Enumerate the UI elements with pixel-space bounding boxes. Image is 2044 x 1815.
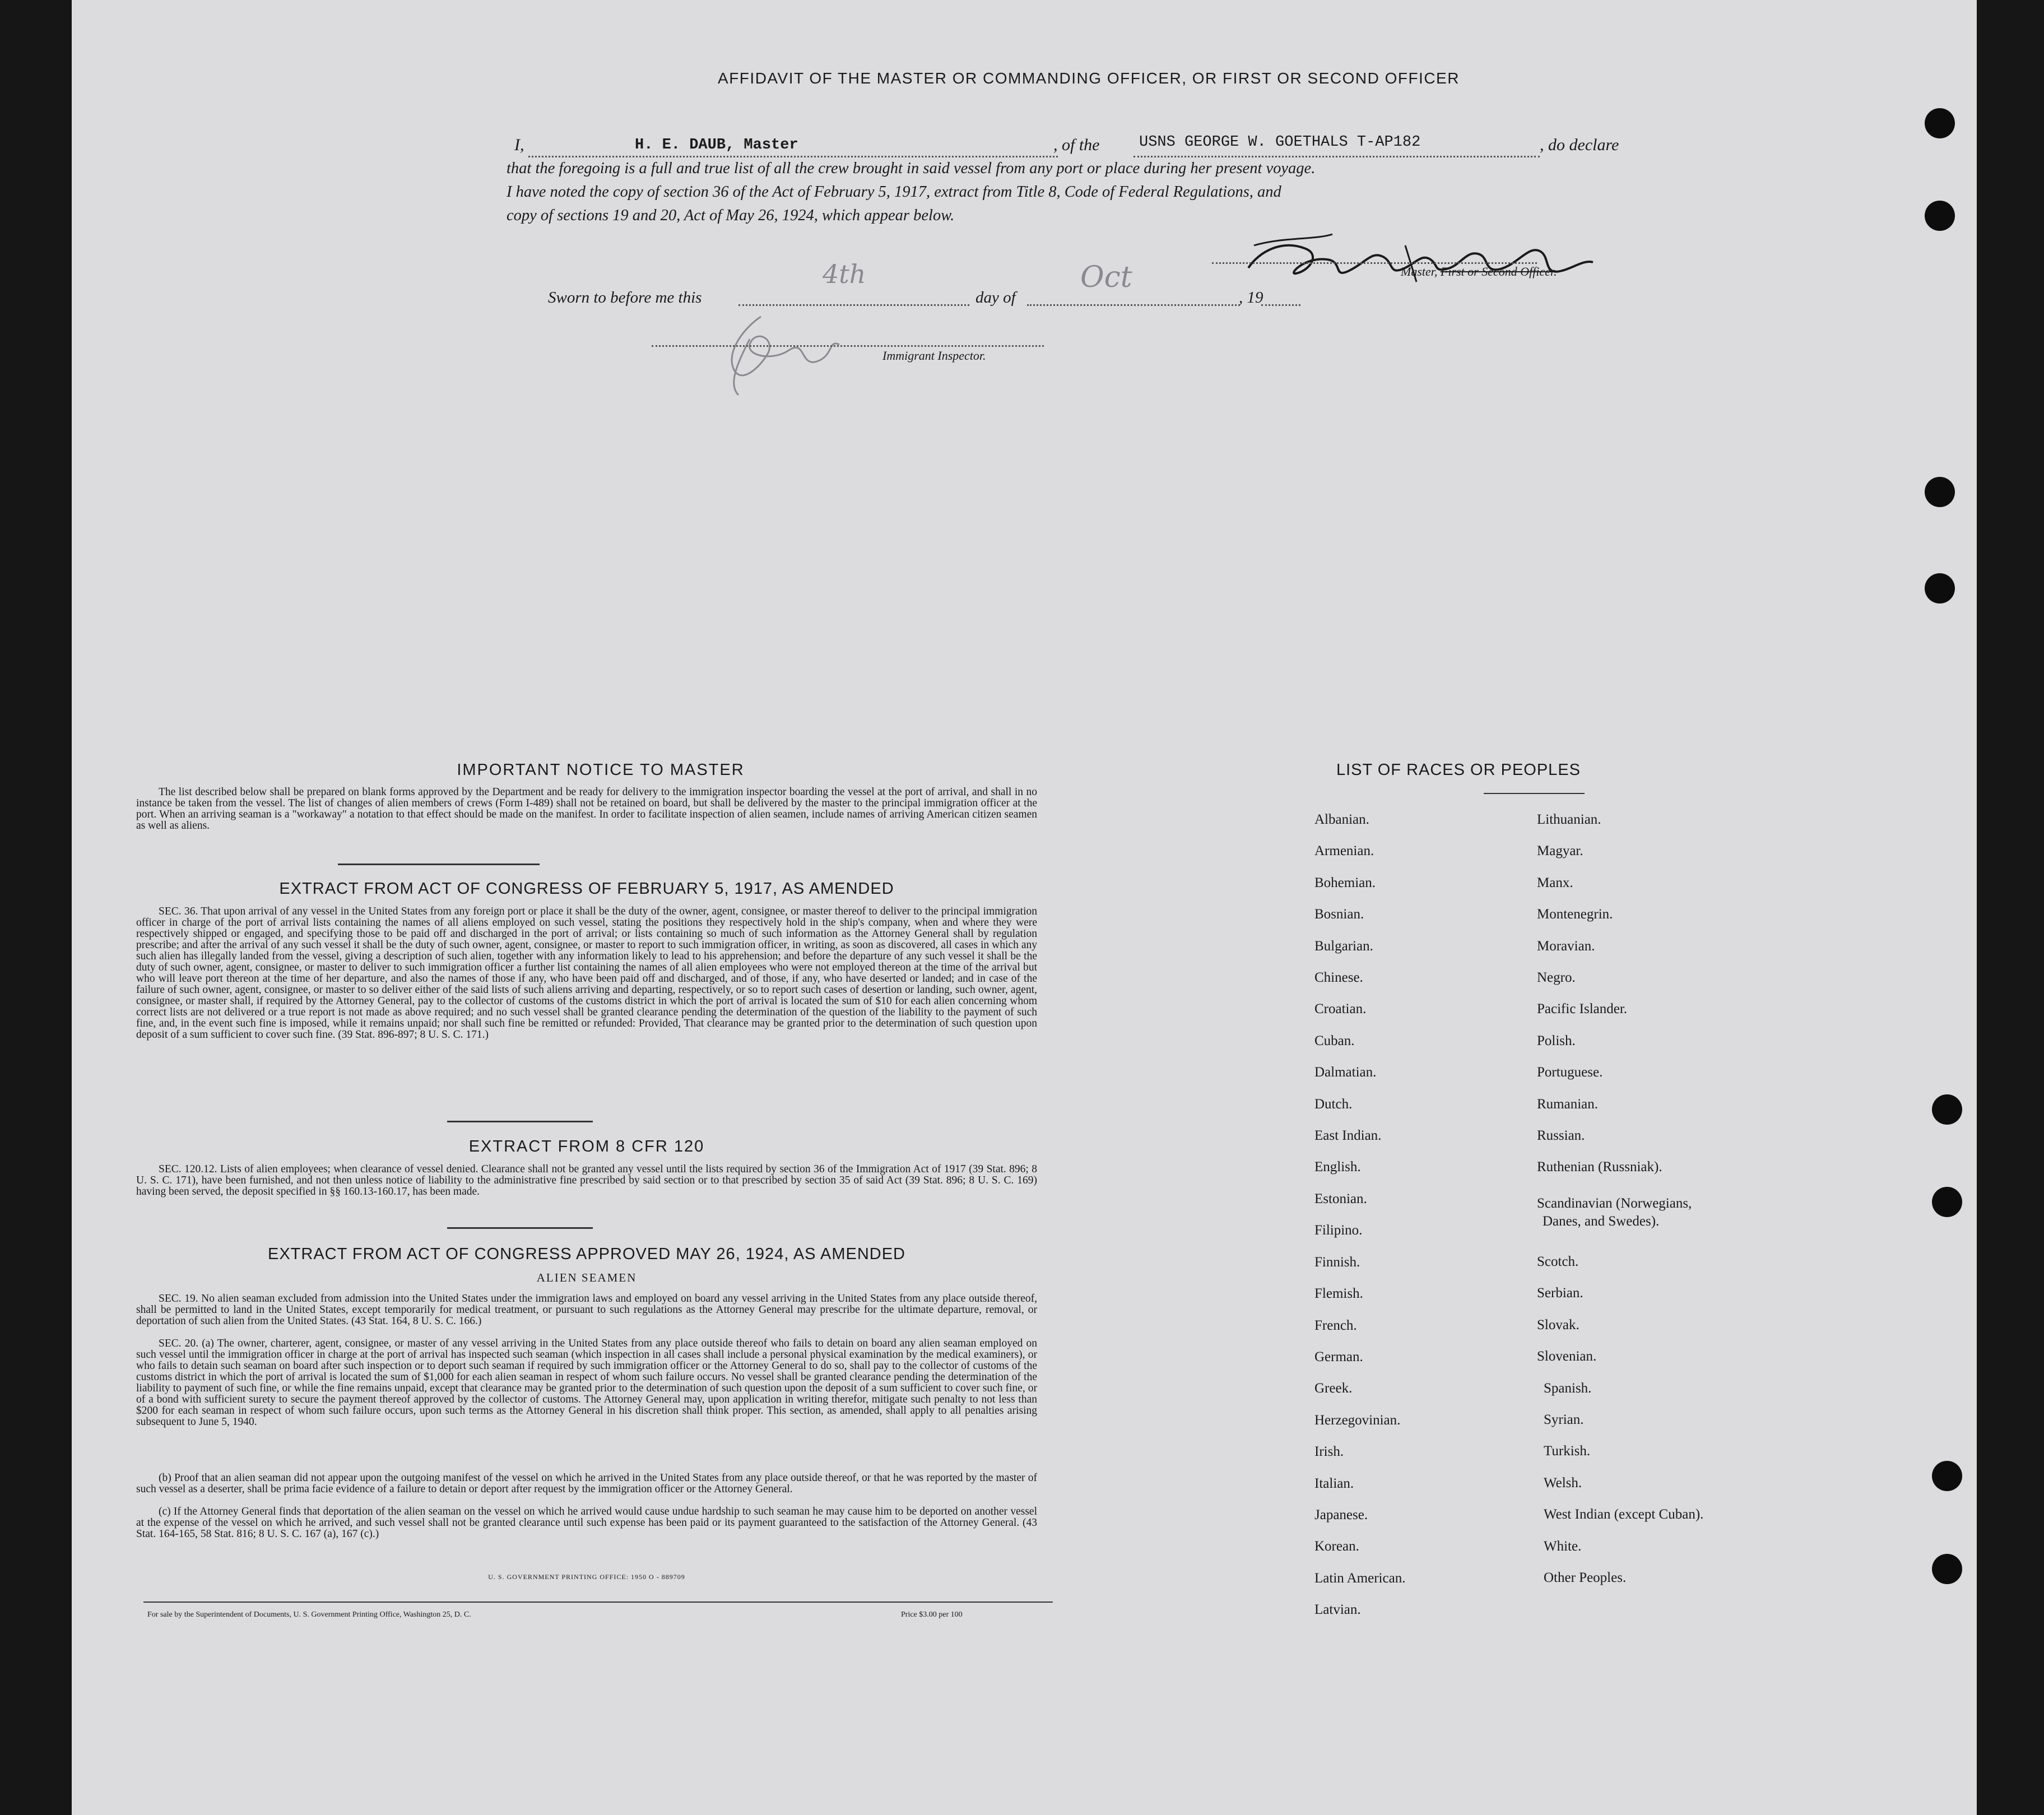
- binder-hole: [1932, 1461, 1962, 1491]
- master-name-line: [528, 156, 1058, 157]
- race-item: German.: [1314, 1349, 1363, 1364]
- race-item: Slovak.: [1537, 1317, 1580, 1333]
- race-item: Manx.: [1537, 875, 1573, 890]
- race-item: Chinese.: [1314, 970, 1363, 986]
- race-item: Negro.: [1537, 970, 1576, 986]
- race-item: Danes, and Swedes).: [1543, 1213, 1660, 1229]
- race-item: Croatian.: [1314, 1001, 1367, 1017]
- sworn-label: Sworn to before me this: [548, 289, 702, 307]
- race-item: French.: [1314, 1317, 1357, 1333]
- master-signature: [1237, 229, 1596, 290]
- race-item: Dutch.: [1314, 1096, 1353, 1112]
- race-item: Bulgarian.: [1314, 938, 1373, 954]
- race-item: Scandinavian (Norwegians,: [1537, 1195, 1692, 1211]
- extract-1917-title: EXTRACT FROM ACT OF CONGRESS OF FEBRUARY 5, 1917, AS AMENDED: [279, 880, 894, 898]
- race-item: Cuban.: [1314, 1033, 1355, 1048]
- section-divider: [338, 864, 540, 865]
- binder-hole: [1925, 573, 1955, 604]
- extract-cfr-body: SEC. 120.12. Lists of alien employees; when clearance of vessel denied. Clearance shall not be granted any vessel until the lists required by section 36 of the Immigration Act of 1917 (39 Stat. 896; 8 U. S. C. 171), have been furnished, and not then unless notice of liability to the administrative fine prescribed by said section or to that prescribed by section 35 of said Act (39 Stat. 896; 8 U. S. C. 169) having been served, the deposit specified in §§ 160.13-160.17, has been made.: [136, 1163, 1037, 1197]
- race-item: Other Peoples.: [1544, 1570, 1627, 1585]
- race-item: Bosnian.: [1314, 907, 1364, 922]
- extract-1924-title: EXTRACT FROM ACT OF CONGRESS APPROVED MAY 26, 1924, AS AMENDED: [268, 1245, 905, 1263]
- extract-1924-subtitle: ALIEN SEAMEN: [536, 1271, 637, 1284]
- race-item: Greek.: [1314, 1381, 1353, 1396]
- race-item: Bohemian.: [1314, 875, 1376, 890]
- race-item: Armenian.: [1314, 843, 1374, 859]
- document-page: [72, 0, 1977, 1815]
- race-item: Irish.: [1314, 1444, 1344, 1460]
- extract-1924-sec20a: SEC. 20. (a) The owner, charterer, agent, consignee, or master of any vessel arriving in the United States from any place outside thereof who fails to detain on board any alien seaman employed on such vessel until the immigration officer in charge at the port of arrival has inspected such seaman (which inspection in all cases shall include a personal physical examination by the medical examiners), or who fails to detain such seaman on board after such inspection or to deport such seaman if required by such immigration officer or the Attorney General to do so, shall pay to the collector of customs of the customs district in which the port of arrival is located the sum of $1,000 for each alien seaman in respect of whom such failure occurs. No vessel shall be granted clearance pending the determination of the liability to payment of such fine, or while the fine remains unpaid, except that clearance may be granted prior to the determination of such question upon the deposit of a sum sufficient to cover such fine, or of a bond with sufficient surety to secure the payment thereof approved by the collector of customs. The Attorney General may, upon application in writing therefor, mitigate such penalty to not less than $200 for each seaman in respect of whom such failure occurs, upon such terms as the Attorney General in his discretion shall think proper. This section, as amended, shall apply to all penalties arising subsequent to June 5, 1940.: [136, 1338, 1037, 1428]
- sworn-month-value: Oct: [1080, 261, 1132, 294]
- race-item: English.: [1314, 1159, 1361, 1175]
- of-the-label: , of the: [1053, 136, 1100, 154]
- binder-hole: [1932, 1094, 1962, 1125]
- master-name-value: H. E. DAUB, Master: [635, 137, 798, 154]
- sworn-month-line: [1027, 304, 1240, 306]
- race-item: Lithuanian.: [1537, 812, 1601, 827]
- signature-line: [1212, 262, 1537, 264]
- race-item: Dalmatian.: [1314, 1065, 1377, 1080]
- races-left-list: [1314, 804, 1405, 1626]
- printing-office-note: U. S. GOVERNMENT PRINTING OFFICE: 1950 O - 889709: [488, 1573, 685, 1581]
- extract-1917-body: SEC. 36. That upon arrival of any vessel in the United States from any foreign port or place it shall be the duty of the owner, agent, consignee, or master thereof to deliver to the principal immigration officer in charge of the port of arrival lists containing the names of all aliens employed on such vessel, stating the positions they respectively hold in the ship's company, when and where they were respectively shipped or engaged, and specifying those to be paid off and discharged in the port of arrival; or lists containing so much of such information as the Attorney General shall by regulation prescribe; and after the arrival of any such vessel it shall be the duty of such owner, agent, consignee, or master to report to such immigration officer, in writing, as soon as discovered, all cases in which any such alien has illegally landed from the vessel, giving a description of such alien, together with any information likely to lead to his apprehension; and before the departure of any such vessel it shall be the duty of such owner, agent, consignee, or master to deliver to such immigration officer a further list containing the names of all alien employees who were not employed thereon at the time of the arrival but who will leave port thereon at the time of her departure, and also the names of those if any, who have been paid off and discharged, and of those, if any, who have deserted or landed; and in case of the failure of such owner, agent, consignee, or master to so deliver either of the said lists of such aliens arriving and departing, respectively, or so to report such cases of desertion or landing, such owner, agent, consignee, or master shall, if required by the Attorney General, pay to the collector of customs of the customs district in which the port of arrival is located the sum of $10 for each alien concerning whom correct lists are not delivered or a true report is not made as above required; and no such vessel shall be granted clearance pending the determination of the question of the liability to the payment of such fine, and, in the event such fine is imposed, while it remains unpaid; nor shall such fine be remitted or refunded: Provided, That clearance may be granted prior to the determination of such question upon deposit of a sum sufficient to cover such fine. (39 Stat. 896-897; 8 U. S. C. 171.): [136, 906, 1037, 1041]
- race-item: Japanese.: [1314, 1507, 1368, 1522]
- section-divider: [447, 1227, 593, 1229]
- race-item: Italian.: [1314, 1475, 1354, 1491]
- inspector-line: [652, 345, 1044, 347]
- binder-hole: [1925, 201, 1955, 231]
- binder-hole: [1932, 1554, 1962, 1584]
- race-item: Pacific Islander.: [1537, 1001, 1628, 1017]
- race-item: Herzegovinian.: [1314, 1412, 1401, 1428]
- vessel-name-line: [1134, 156, 1540, 157]
- race-item: Serbian.: [1537, 1285, 1583, 1301]
- extract-1924-sec20c: (c) If the Attorney General finds that deportation of the alien seaman on the vessel on which he arrived would cause undue hardship to such seaman he may cause him to be deported on another vessel at the expense of the vessel on which he arrived, and such vessel shall not be granted clearance until such expense has been paid or its payment guaranteed to the satisfaction of the Attorney General. (43 Stat. 164-165, 58 Stat. 816; 8 U. S. C. 167 (a), 167 (c).): [136, 1506, 1037, 1540]
- sworn-year-line: [1261, 304, 1300, 306]
- race-item: Syrian.: [1544, 1412, 1584, 1427]
- race-item: Latin American.: [1314, 1570, 1406, 1586]
- race-item: Latvian.: [1314, 1602, 1361, 1618]
- binder-hole: [1932, 1187, 1962, 1217]
- inspector-signature: [694, 305, 862, 401]
- race-item: Finnish.: [1314, 1254, 1360, 1270]
- race-item: Welsh.: [1544, 1475, 1582, 1491]
- for-sale-note: For sale by the Superintendent of Documents, U. S. Government Printing Office, Washington 25, D. C.: [147, 1610, 471, 1619]
- race-item: Slovenian.: [1537, 1349, 1597, 1364]
- race-item: Portuguese.: [1537, 1065, 1603, 1080]
- declaration-intro: I,: [514, 136, 524, 154]
- affidavit-title: AFFIDAVIT OF THE MASTER OR COMMANDING OFFICER, OR FIRST OR SECOND OFFICER: [718, 69, 1460, 87]
- sworn-year-label: , 19: [1239, 289, 1263, 307]
- extract-cfr-title: EXTRACT FROM 8 CFR 120: [468, 1138, 705, 1155]
- races-title-rule: [1484, 793, 1585, 794]
- notice-body: The list described below shall be prepared on blank forms approved by the Department and be ready for delivery to the immigration inspector boarding the vessel at the port of arrival, and shall in no instance be taken from the vessel. The list of changes of alien members of crews (Form I-489) shall not be retained on board, but shall be delivered by the master to the principal immigration officer at the port. When an arriving seaman is a "workaway" a notation to that effect should be made on the manifest. In order to facilitate inspection of alien seamen, include names of arriving American citizen seamen as well as aliens.: [136, 786, 1037, 832]
- price-note: Price $3.00 per 100: [901, 1610, 963, 1619]
- signature-label: [1401, 264, 1557, 279]
- race-item: Polish.: [1537, 1033, 1576, 1048]
- race-item: Magyar.: [1537, 843, 1583, 859]
- race-item: West Indian (except Cuban).: [1544, 1507, 1704, 1522]
- binder-hole: [1925, 108, 1955, 138]
- race-item: Russian.: [1537, 1128, 1585, 1144]
- day-of-label: day of: [975, 289, 1016, 307]
- extract-1924-sec20b: (b) Proof that an alien seaman did not appear upon the outgoing manifest of the vessel on which he arrived in the United States from any place outside thereof, or that he was reported by the master of such vessel as a deserter, shall be prima facie evidence of a failure to detain or deport after request by the immigration officer or the Attorney General.: [136, 1472, 1037, 1495]
- race-item: Flemish.: [1314, 1286, 1363, 1302]
- race-item: Rumanian.: [1537, 1096, 1599, 1112]
- signature-label-struck: First or Second Officer: [1440, 264, 1554, 278]
- signature-label-master: Master,: [1401, 264, 1438, 278]
- race-item: Estonian.: [1314, 1191, 1367, 1206]
- race-item: Filipino.: [1314, 1223, 1363, 1238]
- declaration-line-4: copy of sections 19 and 20, Act of May 26, 1924, which appear below.: [507, 207, 955, 224]
- race-item: Moravian.: [1537, 938, 1595, 954]
- section-divider: [447, 1121, 593, 1122]
- vessel-name-value: USNS GEORGE W. GOETHALS T-AP182: [1139, 134, 1421, 151]
- signature-label-suffix: .: [1554, 264, 1557, 278]
- race-item: Montenegrin.: [1537, 907, 1613, 922]
- declaration-line-3: I have noted the copy of section 36 of the Act of February 5, 1917, extract from Title 8, Code of Federal Regulations, and: [507, 183, 1281, 201]
- race-item: Spanish.: [1544, 1380, 1592, 1396]
- declaration-line-2: that the foregoing is a full and true list of all the crew brought in said vessel from any port or place during her present voyage.: [507, 160, 1316, 177]
- inspector-label: Immigrant Inspector.: [882, 349, 986, 363]
- race-item: Korean.: [1314, 1539, 1359, 1554]
- sworn-day-value: 4th: [823, 259, 866, 289]
- races-title: LIST OF RACES OR PEOPLES: [1336, 761, 1581, 779]
- race-item: Scotch.: [1537, 1254, 1579, 1269]
- do-declare-label: , do declare: [1540, 136, 1619, 154]
- extract-1924-sec19: SEC. 19. No alien seaman excluded from admission into the United States under the immigration laws and employed on board any vessel arriving in the United States from any place outside thereof, shall be permitted to land in the United States, except temporarily for medical treatment, or pursuant to such regulations as the Attorney General may prescribe for the ultimate departure, removal, or deportation of such alien from the United States. (43 Stat. 164, 8 U. S. C. 166.): [136, 1293, 1037, 1327]
- race-item: White.: [1544, 1538, 1582, 1554]
- footer-rule: [143, 1602, 1053, 1603]
- race-item: East Indian.: [1314, 1128, 1382, 1144]
- race-item: Ruthenian (Russniak).: [1537, 1159, 1662, 1175]
- races-right-list: [1537, 804, 1703, 1594]
- notice-title: IMPORTANT NOTICE TO MASTER: [457, 761, 745, 779]
- binder-hole: [1925, 477, 1955, 507]
- race-item: Turkish.: [1544, 1443, 1591, 1459]
- race-item: Albanian.: [1314, 812, 1369, 827]
